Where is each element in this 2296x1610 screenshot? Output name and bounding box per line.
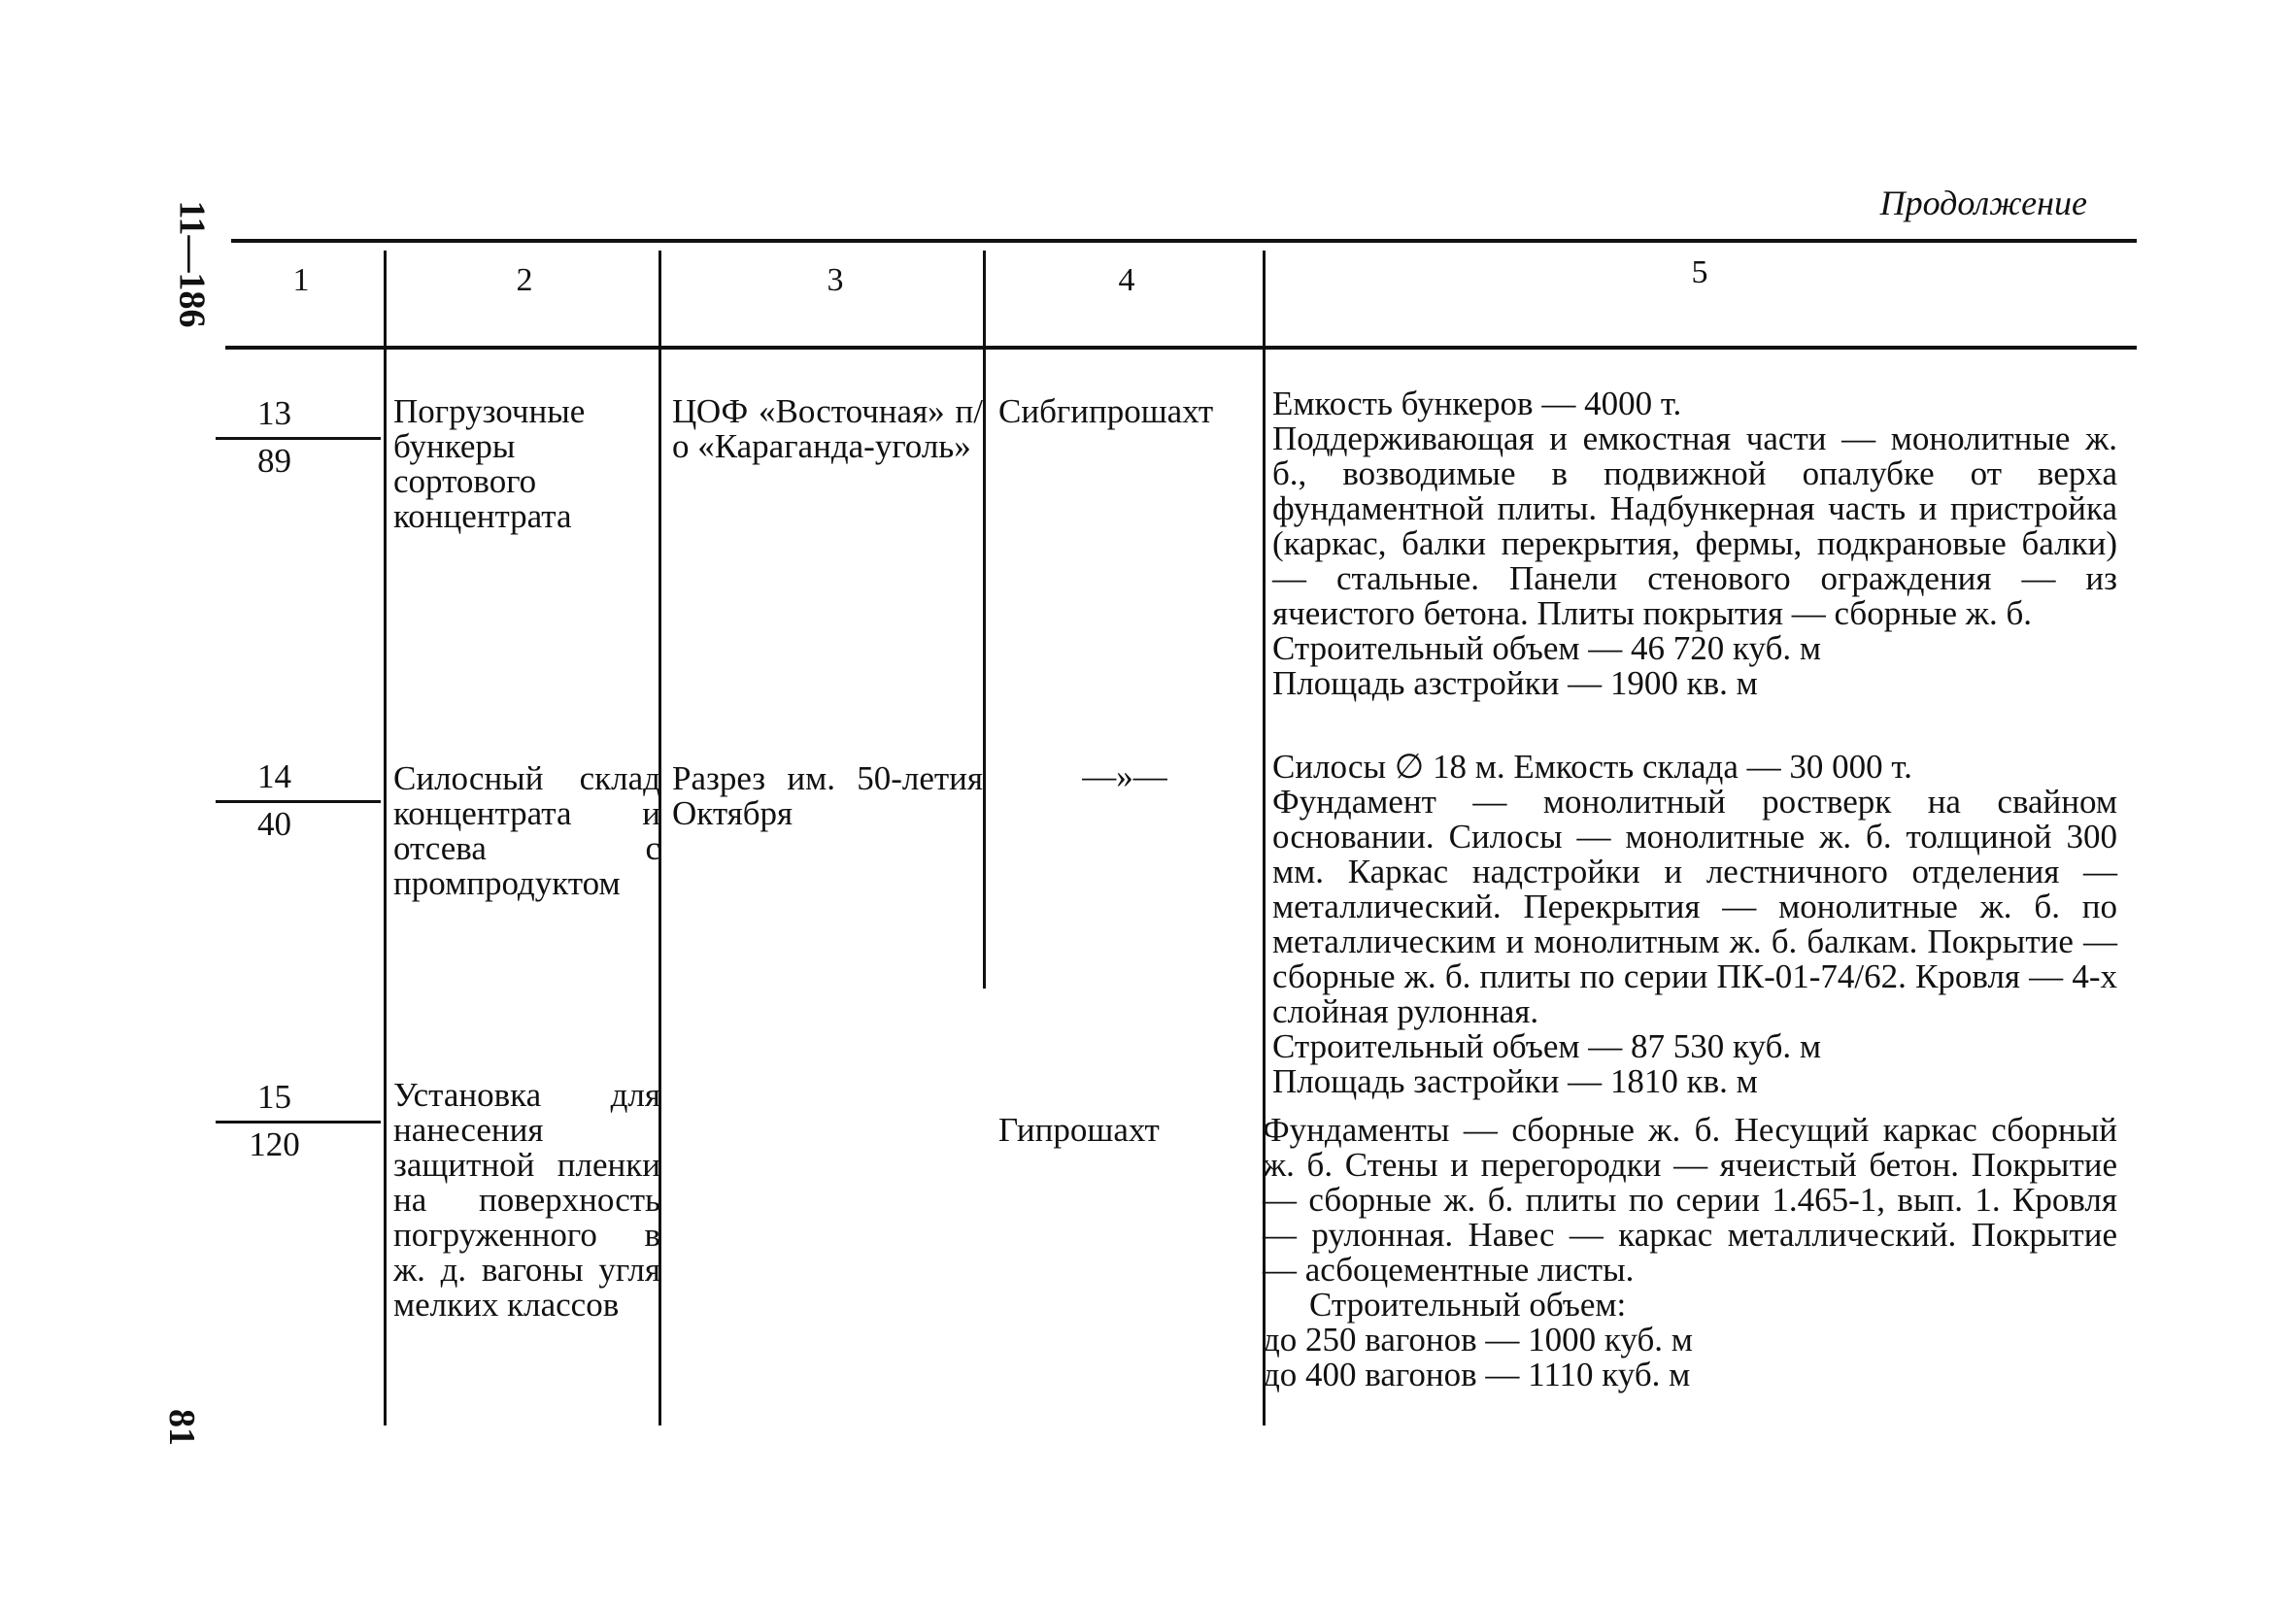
desc-line: Строительный объем — 87 530 куб. м	[1272, 1027, 1822, 1065]
desc-line: Площадь азстройки — 1900 кв. м	[1272, 664, 1758, 702]
row-number: 15	[257, 1078, 291, 1116]
header-col-1: 1	[292, 262, 310, 298]
fraction-line	[216, 1121, 381, 1124]
continuation-label: Продолжение	[1879, 184, 2087, 222]
row-number: 13	[257, 394, 291, 432]
row-description	[1272, 386, 2117, 701]
row-location: ЦОФ «Восточная» п/о «Караганда-уголь»	[672, 392, 983, 465]
desc-line: до 400 вагонов — 1110 куб. м	[1263, 1356, 1691, 1393]
row-name: Погрузочные бункеры сортового концентрата	[393, 392, 586, 535]
row-description	[1272, 750, 2117, 1099]
row-subnumber: 89	[257, 442, 291, 480]
desc-line: Силосы ∅ 18 м. Емкость склада — 30 000 т.	[1272, 748, 1912, 786]
desc-line: Поддерживающая и емкостная части — монолитные ж. б., возводимые в подвижной опалубке от верха фундаментной плиты. Надбункерная часть и пристройка (каркас, балки перекрытия, фермы, подкрановые балки) — стальные. Панели стенового ограждения — из ячеистого бетона. Плиты покрытия — сборные ж. б.	[1272, 419, 2117, 632]
fraction-line	[216, 437, 381, 440]
header-col-3: 3	[827, 262, 844, 298]
row-number: 14	[257, 757, 291, 795]
desc-line: Строительный объем — 46 720 куб. м	[1272, 629, 1822, 667]
row-designer: Сибгипрошахт	[998, 392, 1214, 430]
desc-line: Фундаменты — сборные ж. б. Несущий каркас сборный ж. б. Стены и перегородки — ячеистый бетон. Покрытие — сборные ж. б. плиты по серии 1.465-1, вып. 1. Кровля — рулонная. Навес — каркас металлический. Покрытие — асбоцементные листы.	[1263, 1111, 2117, 1289]
desc-line: Фундамент — монолитный ростверк на свайном основании. Силосы — монолитные ж. б. толщиной 300 мм. Каркас надстройки и лестничного отделения — металлический. Перекрытия — монолитные ж. б. по металлическим и монолитным ж. б. балкам. Покрытие — сборные ж. б. плиты по серии ПК-01-74/62. Кровля — 4-х слойная рулонная.	[1272, 783, 2117, 1030]
desc-line: Площадь застройки — 1810 кв. м	[1272, 1062, 1758, 1100]
row-location: Разрез им. 50-летия Октября	[672, 759, 983, 832]
side-page-number: 81	[161, 1409, 202, 1446]
desc-line: Емкость бункеров — 4000 т.	[1272, 385, 1682, 422]
header-col-5: 5	[1691, 254, 1708, 290]
header-top-rule	[231, 239, 2137, 243]
col-separator-3	[983, 251, 986, 989]
desc-line: до 250 вагонов — 1000 куб. м	[1263, 1321, 1693, 1358]
row-designer: Гипрошахт	[998, 1111, 1160, 1149]
row-name: Силосный склад концентрата и отсева с промпродуктом	[393, 759, 660, 902]
row-description	[1263, 1113, 2117, 1392]
header-bottom-rule	[225, 346, 2137, 350]
row-subnumber: 40	[257, 805, 291, 843]
desc-line: Строительный объем:	[1309, 1286, 1627, 1324]
row-designer: —»—	[1082, 757, 1167, 795]
row-name: Установка для нанесения защитной пленки на поверхность погруженного в ж. д. вагоны угля мелких классов	[393, 1076, 660, 1324]
col-separator-1	[384, 251, 387, 1426]
side-page-code: 11—186	[171, 200, 213, 328]
header-col-4: 4	[1118, 262, 1135, 298]
header-col-2: 2	[516, 262, 533, 298]
fraction-line	[216, 800, 381, 803]
row-subnumber: 120	[249, 1125, 300, 1163]
